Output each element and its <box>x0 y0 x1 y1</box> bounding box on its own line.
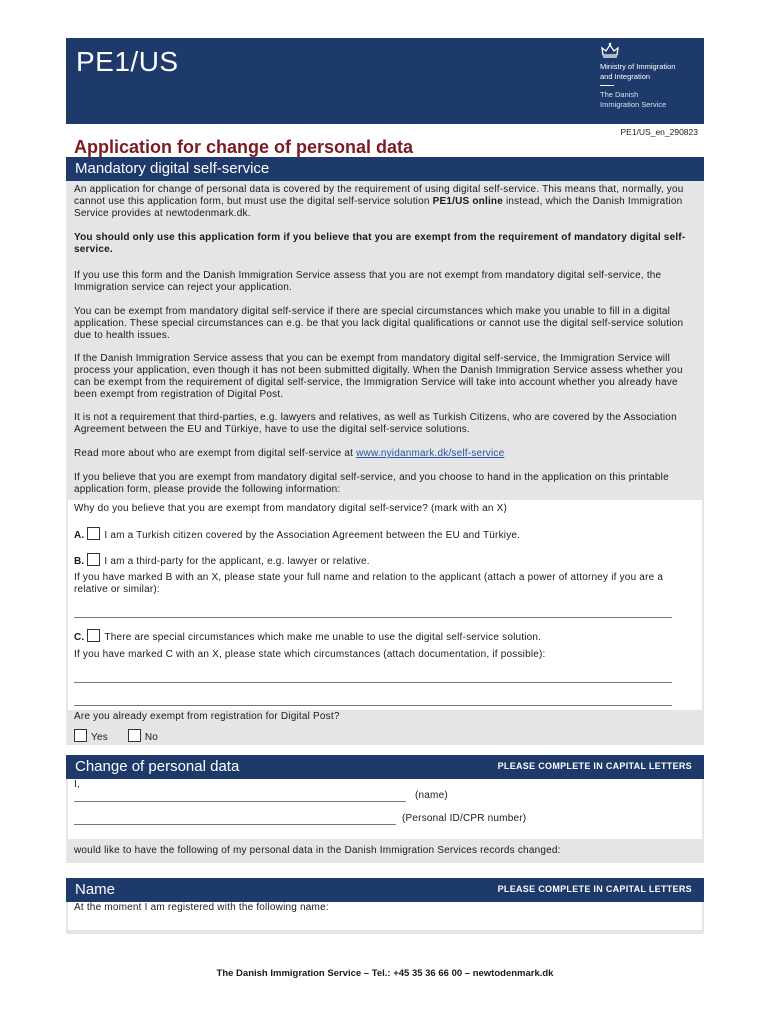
option-c-instructions: If you have marked C with an X, please state which circumstances (attach documentation, if possible): <box>74 649 546 660</box>
name-input-line[interactable] <box>74 801 406 802</box>
crown-icon <box>600 42 620 58</box>
option-a-checkbox[interactable] <box>87 527 100 540</box>
page-footer: The Danish Immigration Service – Tel.: +45 35 36 66 00 – newtodenmark.dk <box>216 968 554 979</box>
i-label: I, <box>74 779 80 790</box>
paragraph-exempt-only: You should only use this application form if you believe that you are exempt from the requirement of mandatory digital self-service. <box>74 232 686 255</box>
id-input-line[interactable] <box>74 824 396 825</box>
option-c-answer-line-2[interactable] <box>74 705 672 706</box>
section-header-change <box>66 755 704 779</box>
paragraph-reject: If you use this form and the Danish Immigration Service assess that you are not exempt from mandatory digital self-service, the Immigration service can reject your application. <box>74 270 662 293</box>
page-title: Application for change of personal data <box>74 137 414 157</box>
ministry-logo <box>600 42 694 110</box>
paragraph-provide-info: If you believe that you are exempt from mandatory digital self-service, and you choose to hand in the application on this printable application form, please provide the following information: <box>74 472 669 495</box>
option-c-letter: C. <box>74 632 85 643</box>
digital-post-options <box>74 729 694 744</box>
logo-line-2: and Integration <box>600 72 651 81</box>
page-header <box>66 38 704 124</box>
section-header-mandatory <box>66 157 704 181</box>
option-c-row <box>74 629 694 644</box>
logo-line-3: The Danish <box>600 90 639 99</box>
option-c-answer-line-1[interactable] <box>74 682 672 683</box>
option-a-row <box>74 527 694 542</box>
paragraph-intro <box>74 184 694 220</box>
paragraph-read-more <box>74 448 694 460</box>
yes-label: Yes <box>91 732 108 743</box>
option-a-letter: A. <box>74 530 85 541</box>
name-field-label: (name) <box>415 790 448 801</box>
paragraph-assessment: If the Danish Immigration Service assess that you can be exempt from mandatory digital self-service, the Immigration Service will process your application, even though it has not been submitted digitally. When the Danish Immigration Service assess whether you can be exempt from the requirement of digital self-service, the Immigration Service will take into account whether you already have been exempt from registration of Digital Post. <box>74 353 683 400</box>
option-c-checkbox[interactable] <box>87 629 100 642</box>
section-header-name <box>66 878 704 902</box>
logo-line-4: Immigration Service <box>600 100 667 109</box>
option-b-answer-line[interactable] <box>74 617 672 618</box>
option-b-label: I am a third-party for the applicant, e.g. lawyer or relative. <box>104 556 370 567</box>
no-label: No <box>144 732 159 743</box>
intro-bold: PE1/US online <box>432 196 504 207</box>
registered-name-text: At the moment I am registered with the following name: <box>74 902 329 913</box>
paragraph-special-circumstances: You can be exempt from mandatory digital self-service if there are special circumstances which make you unable to fill in a digital application. These special circumstances can e.g. be that you lack digital qualifications or cannot use the digital self-service solution due to health issues. <box>74 306 684 341</box>
id-field-label: (Personal ID/CPR number) <box>402 813 527 824</box>
question-why-exempt: Why do you believe that you are exempt from mandatory digital self-service? (mark with an X) <box>74 503 508 514</box>
option-b-row <box>74 553 694 568</box>
self-service-link[interactable]: www.nyidanmark.dk/self-service <box>356 448 505 459</box>
paragraph-third-parties: It is not a requirement that third-parties, e.g. lawyers and relatives, as well as Turkish Citizens, who are covered by the Association Agreement between the EU and Türkiye, have to use the digital self-service solutions. <box>74 412 677 435</box>
section-title: Mandatory digital self-service <box>75 160 270 177</box>
capital-letters-note: PLEASE COMPLETE IN CAPITAL LETTERS <box>497 884 692 894</box>
would-like-text: would like to have the following of my personal data in the Danish Immigration Services records changed: <box>74 845 561 856</box>
option-c-label: There are special circumstances which make me unable to use the digital self-service solution. <box>104 632 542 643</box>
form-code: PE1/US <box>76 46 179 77</box>
yes-checkbox[interactable] <box>74 729 87 742</box>
logo-line-1: Ministry of Immigration <box>600 62 676 71</box>
capital-letters-note: PLEASE COMPLETE IN CAPITAL LETTERS <box>497 761 692 771</box>
option-b-checkbox[interactable] <box>87 553 100 566</box>
intro-text: An application for change of personal data is covered by the requirement of using digital self-service. This means that, normally, you cannot use this application form, but must use the digital self-service solution <box>74 184 684 207</box>
option-a-label: I am a Turkish citizen covered by the Association Agreement between the EU and Türkiye. <box>104 530 521 541</box>
form-reference: PE1/US_en_290823 <box>620 127 698 137</box>
logo-divider <box>600 85 614 86</box>
no-checkbox[interactable] <box>128 729 141 742</box>
option-b-instructions: If you have marked B with an X, please state your full name and relation to the applicant (attach a power of attorney if you are a relative or similar): <box>74 572 664 595</box>
question-digital-post: Are you already exempt from registration for Digital Post? <box>74 711 340 722</box>
read-more-text: Read more about who are exempt from digital self-service at <box>74 448 357 459</box>
intro-text-end: instead, which the Danish Immigration Service provides at newtodenmark.dk. <box>74 196 683 219</box>
option-b-letter: B. <box>74 556 85 567</box>
section-title: Name <box>75 881 116 898</box>
section-title: Change of personal data <box>75 758 240 775</box>
